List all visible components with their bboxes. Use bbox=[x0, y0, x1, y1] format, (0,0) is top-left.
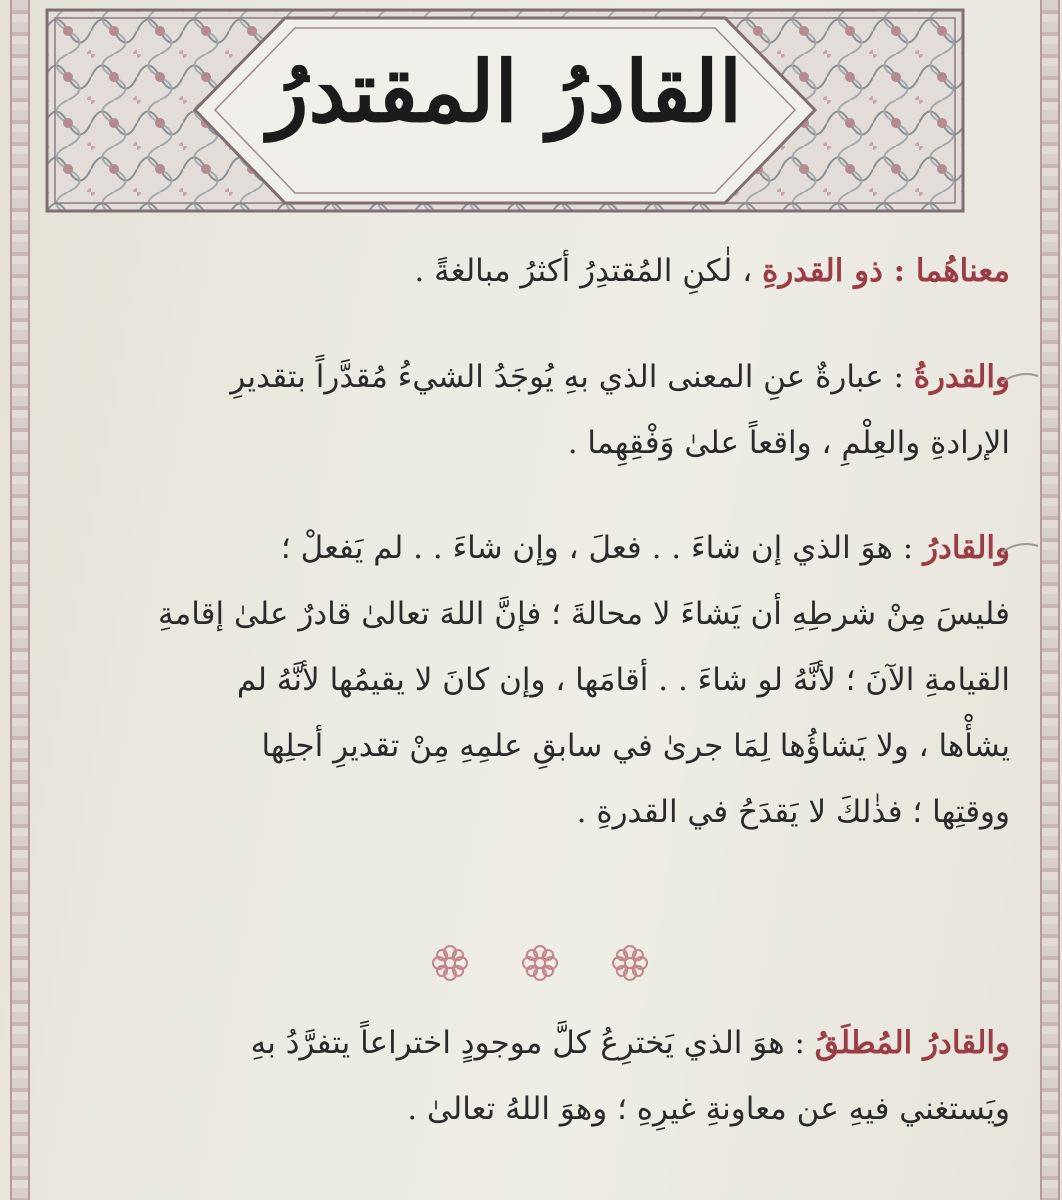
right-decorative-border bbox=[1040, 0, 1060, 1200]
term-qudra: والقدرةُ bbox=[913, 359, 1010, 395]
qadir-line-3: القيامةِ الآنَ ؛ لأنَّهُ لو شاءَ . . أقامَها ، وإن كانَ لا يقيمُها لأنَّهُ لم bbox=[236, 662, 1010, 698]
qadir-line-1 bbox=[60, 515, 1010, 581]
flower-ornament-icon bbox=[610, 943, 650, 983]
meaning-line bbox=[60, 238, 1010, 304]
term-qadir: والقادرُ bbox=[923, 530, 1010, 566]
qudra-text-1: : عبارةٌ عنِ المعنى الذي بهِ يُوجَدُ الشيءُ مُقدَّراً بتقديرِ bbox=[230, 359, 914, 395]
section-divider bbox=[430, 938, 650, 988]
title-banner bbox=[45, 8, 965, 213]
pencil-margin-mark bbox=[1000, 368, 1040, 388]
qudra-line-2: الإرادةِ والعِلْمِ ، واقعاً علىٰ وَفْقِهِما . bbox=[567, 425, 1010, 461]
qadir-line-2: فليسَ مِنْ شرطِهِ أن يَشاءَ لا محالةَ ؛ فإنَّ اللهَ تعالىٰ قادرٌ علىٰ إقامةِ bbox=[157, 596, 1010, 632]
paragraph-meaning bbox=[60, 238, 1010, 304]
qudra-line-1 bbox=[60, 344, 1010, 410]
meaning-text: ، لٰكنِ المُقتدِرُ أكثرُ مبالغةً . bbox=[414, 253, 763, 289]
qadir-text-1: : هوَ الذي إن شاءَ . . فعلَ ، وإن شاءَ . . لم يَفعلْ ؛ bbox=[280, 530, 924, 566]
paragraph-qudra bbox=[60, 344, 1010, 476]
term-meaning: معناهُما : ذو القدرةِ bbox=[762, 253, 1010, 289]
paragraph-qadir bbox=[60, 515, 1010, 845]
mutlaq-text-1: : هوَ الذي يَخترِعُ كلَّ موجودٍ اختراعاً يتفرَّدُ بهِ bbox=[250, 1025, 815, 1061]
flower-ornament-icon bbox=[520, 943, 560, 983]
page-title: القادرُ المقتدرُ bbox=[267, 42, 743, 141]
pencil-margin-mark bbox=[1000, 538, 1040, 558]
term-qadir-mutlaq: والقادرُ المُطلَقُ bbox=[814, 1025, 1010, 1061]
mutlaq-line-2: ويَستغني فيهِ عن معاونةِ غيرِهِ ؛ وهوَ اللهُ تعالىٰ . bbox=[407, 1091, 1010, 1127]
mutlaq-line-1 bbox=[60, 1010, 1010, 1076]
flower-ornament-icon bbox=[430, 943, 470, 983]
left-decorative-border bbox=[10, 0, 30, 1200]
qadir-line-4: يشأْها ، ولا يَشاؤُها لِمَا جرىٰ في سابقِ علمِهِ مِنْ تقديرِ أجلِها bbox=[261, 728, 1010, 764]
qadir-line-5: ووقتِها ؛ فذٰلكَ لا يَقدَحُ في القدرةِ . bbox=[576, 794, 1010, 830]
paragraph-qadir-mutlaq bbox=[60, 1010, 1010, 1142]
